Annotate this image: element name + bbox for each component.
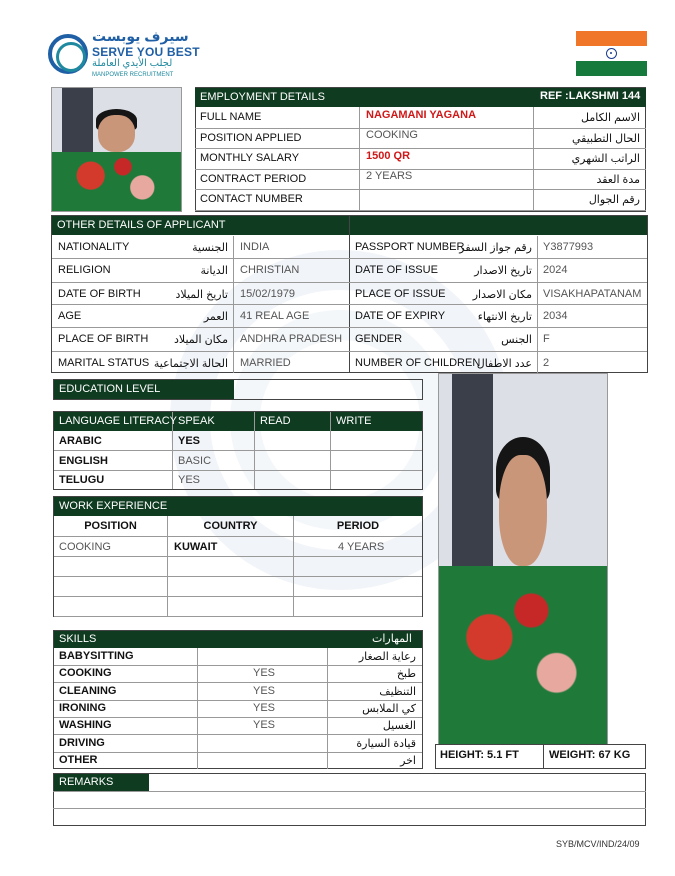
- skill-arabic-label: قيادة السيارة: [356, 737, 416, 750]
- other-right-arabic: تاريخ الانتهاء: [477, 311, 532, 323]
- other-right-arabic: الجنس: [501, 334, 532, 346]
- other-left-label: MARITAL STATUS: [58, 357, 150, 369]
- employment-arabic-label: الراتب الشهري: [571, 153, 640, 166]
- skill-label: OTHER: [59, 753, 98, 766]
- work-position: COOKING: [59, 541, 111, 553]
- skills-header: [54, 631, 422, 648]
- skill-label: IRONING: [59, 701, 107, 714]
- skill-label: WASHING: [59, 719, 112, 732]
- other-right-value: VISAKHAPATANAM: [543, 288, 642, 300]
- applicant-photo-large: [438, 373, 608, 745]
- other-right-arabic: رقم جواز السفر: [459, 242, 532, 254]
- other-left-label: PLACE OF BIRTH: [58, 333, 149, 345]
- employment-header-title: EMPLOYMENT DETAILS: [200, 91, 325, 103]
- footer-code: SYB/MCV/IND/24/09: [556, 839, 640, 849]
- language-speak: YES: [178, 474, 201, 486]
- skills-arabic-title: المهارات: [372, 633, 412, 645]
- employment-value: COOKING: [366, 128, 418, 141]
- india-flag-icon: [576, 31, 647, 76]
- language-name: TELUGU: [59, 474, 105, 486]
- work-country: KUWAIT: [174, 541, 218, 553]
- other-left-value: 15/02/1979: [240, 288, 296, 300]
- other-left-label: NATIONALITY: [58, 241, 130, 253]
- other-right-label: DATE OF ISSUE: [355, 264, 438, 276]
- employment-value: 2 YEARS: [366, 169, 413, 182]
- other-right-label: NUMBER OF CHILDREN: [355, 357, 481, 369]
- logo-arabic-subtitle: لجلب الأيدي العاملة: [92, 58, 173, 69]
- logo-arabic-name: سيرف يوبست: [92, 28, 189, 44]
- applicant-photo-small: [51, 87, 182, 212]
- other-left-arabic: الديانة: [200, 265, 228, 277]
- other-left-value: ANDHRA PRADESH: [240, 333, 343, 345]
- employment-label: POSITION APPLIED: [200, 131, 302, 144]
- work-title: WORK EXPERIENCE: [59, 500, 168, 512]
- skills-title: SKILLS: [59, 633, 97, 645]
- employment-label: MONTHLY SALARY: [200, 152, 300, 165]
- other-left-arabic: العمر: [203, 311, 228, 323]
- work-column-header: COUNTRY: [203, 520, 258, 532]
- skill-label: BABYSITTING: [59, 650, 134, 662]
- other-left-label: DATE OF BIRTH: [58, 288, 141, 300]
- other-right-value: 2034: [543, 310, 568, 322]
- skill-label: CLEANING: [59, 684, 117, 697]
- language-name: ENGLISH: [59, 454, 108, 467]
- skill-arabic-label: كي الملابس: [362, 702, 416, 715]
- other-right-label: GENDER: [355, 333, 403, 345]
- other-left-arabic: تاريخ الميلاد: [175, 289, 228, 301]
- work-column-header: POSITION: [84, 520, 137, 532]
- other-right-arabic: مكان الاصدار: [472, 289, 532, 301]
- other-left-value: INDIA: [240, 241, 270, 253]
- education-header: [54, 380, 234, 399]
- other-left-value: 41 REAL AGE: [240, 310, 310, 322]
- language-column-header: SPEAK: [178, 415, 215, 427]
- employment-value: NAGAMANI YAGANA: [366, 109, 477, 121]
- skill-value: YES: [253, 667, 276, 680]
- remarks-header: [54, 774, 149, 791]
- skill-value: YES: [253, 719, 276, 732]
- language-speak: YES: [178, 435, 201, 447]
- other-right-label: PLACE OF ISSUE: [355, 288, 446, 300]
- work-period: 4 YEARS: [338, 541, 385, 553]
- other-left-label: RELIGION: [58, 264, 111, 276]
- employment-arabic-label: رقم الجوال: [588, 194, 640, 207]
- other-right-arabic: تاريخ الاصدار: [474, 265, 532, 277]
- other-left-value: MARRIED: [240, 357, 291, 369]
- other-right-value: 2024: [543, 264, 568, 276]
- work-header: [54, 497, 422, 516]
- employment-label: CONTRACT PERIOD: [200, 172, 307, 185]
- remarks-title: REMARKS: [59, 776, 114, 788]
- skill-arabic-label: اخر: [400, 754, 416, 767]
- language-column-header: LANGUAGE LITERACY: [59, 415, 177, 427]
- height-value: HEIGHT: 5.1 FT: [440, 749, 519, 761]
- language-speak: BASIC: [178, 454, 212, 467]
- other-right-value: Y3877993: [543, 241, 594, 253]
- other-left-arabic: الحالة الاجتماعية: [153, 358, 228, 370]
- employment-value: 1500 QR: [366, 150, 411, 163]
- skill-label: COOKING: [59, 667, 112, 680]
- skill-arabic-label: رعاية الصغار: [358, 651, 416, 663]
- other-left-label: AGE: [58, 310, 82, 322]
- employment-arabic-label: الحال التطبيقي: [571, 132, 640, 145]
- skill-value: YES: [253, 684, 276, 697]
- other-right-label: DATE OF EXPIRY: [355, 310, 446, 322]
- skill-label: DRIVING: [59, 736, 105, 749]
- logo-english-subtitle: MANPOWER RECRUITMENT: [92, 72, 174, 78]
- other-right-value: 2: [543, 357, 550, 369]
- reference-number: REF :LAKSHMI 144: [540, 90, 641, 102]
- other-left-arabic: الجنسية: [192, 242, 228, 254]
- other-details-title: OTHER DETAILS OF APPLICANT: [57, 219, 226, 231]
- other-right-label: PASSPORT NUMBER: [355, 241, 465, 253]
- employment-arabic-label: مدة العقد: [596, 173, 640, 186]
- weight-value: WEIGHT: 67 KG: [549, 749, 631, 761]
- company-logo-icon: [48, 34, 88, 74]
- ashoka-chakra-icon: [606, 48, 617, 59]
- language-column-header: WRITE: [336, 415, 372, 427]
- skill-arabic-label: طبخ: [396, 668, 416, 681]
- employment-label: CONTACT NUMBER: [200, 193, 303, 206]
- skill-arabic-label: الغسيل: [382, 720, 416, 733]
- work-column-header: PERIOD: [336, 520, 380, 532]
- language-column-header: READ: [260, 415, 291, 427]
- skill-arabic-label: التنظيف: [379, 685, 416, 698]
- employment-arabic-label: الاسم الكامل: [581, 112, 640, 124]
- education-title: EDUCATION LEVEL: [59, 383, 161, 395]
- other-left-arabic: مكان الميلاد: [173, 334, 228, 346]
- other-right-value: F: [543, 333, 550, 345]
- other-left-value: CHRISTIAN: [240, 264, 300, 276]
- language-name: ARABIC: [59, 435, 102, 447]
- logo-english-name: SERVE YOU BEST: [92, 45, 200, 59]
- other-right-arabic: عدد الاطفال: [476, 358, 532, 370]
- skill-value: YES: [253, 701, 276, 714]
- employment-label: FULL NAME: [200, 111, 262, 123]
